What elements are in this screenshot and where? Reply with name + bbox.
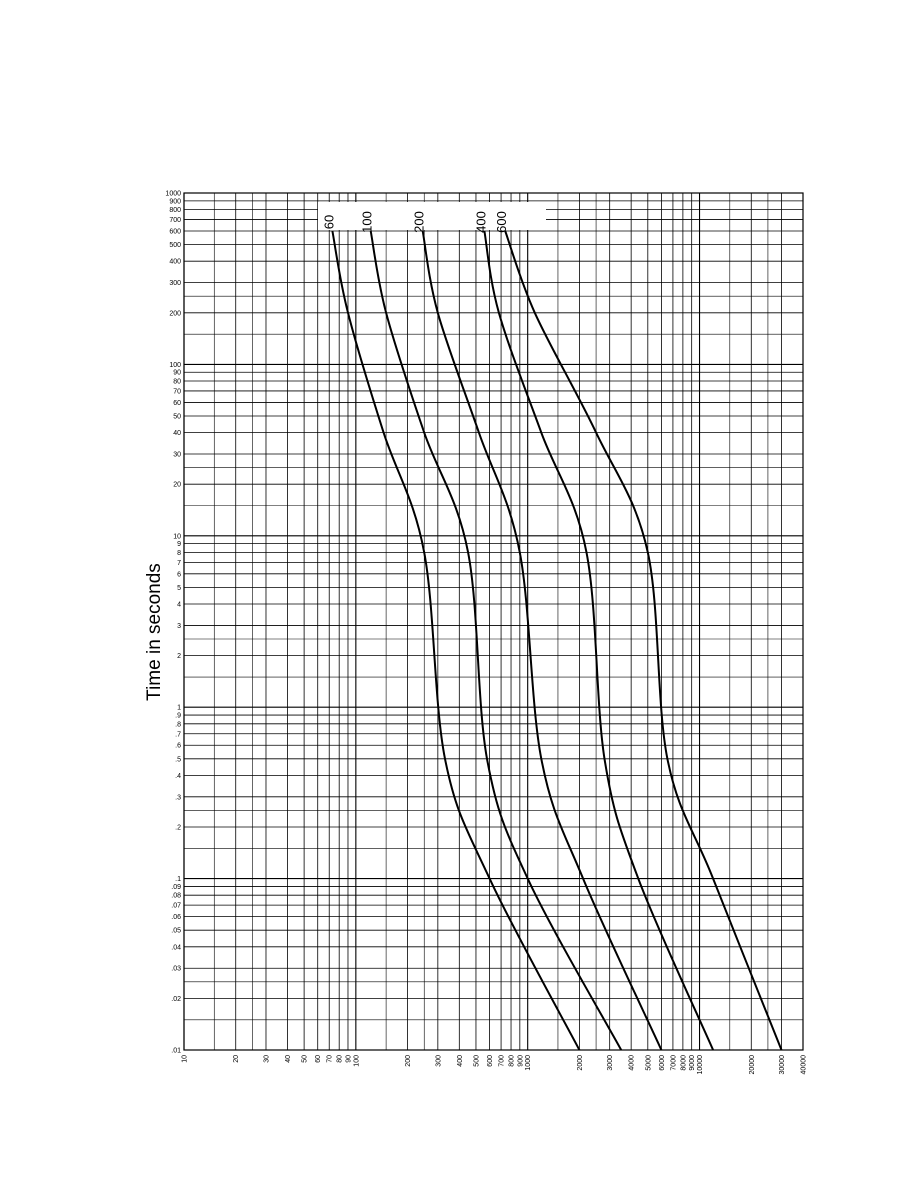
series-line-400 bbox=[484, 231, 713, 1050]
x-tick-label: 80 bbox=[336, 1055, 344, 1063]
y-tick-label: 9 bbox=[177, 541, 181, 549]
y-tick-label: 50 bbox=[173, 413, 181, 421]
x-tick-label: 800 bbox=[508, 1055, 516, 1067]
plot-border bbox=[184, 193, 803, 1050]
x-tick-label: 10000 bbox=[697, 1055, 705, 1075]
x-tick-label: 30000 bbox=[779, 1055, 787, 1075]
y-tick-label: 7 bbox=[177, 559, 181, 567]
y-tick-label: 1 bbox=[177, 704, 181, 712]
y-tick-label: 4 bbox=[177, 601, 181, 609]
y-tick-label: 80 bbox=[173, 378, 181, 386]
y-tick-label: .08 bbox=[171, 892, 181, 900]
y-tick-label: 700 bbox=[169, 217, 181, 225]
y-tick-label: .7 bbox=[175, 731, 181, 739]
y-tick-label: 60 bbox=[173, 399, 181, 407]
x-tick-label: 200 bbox=[405, 1055, 413, 1067]
y-tick-label: .05 bbox=[171, 927, 181, 935]
y-tick-label: .06 bbox=[171, 914, 181, 922]
y-tick-label: .4 bbox=[175, 772, 181, 780]
x-tick-label: 8000 bbox=[680, 1055, 688, 1071]
y-tick-label: 40 bbox=[173, 430, 181, 438]
x-tick-label: 9000 bbox=[689, 1055, 697, 1071]
x-tick-labels bbox=[182, 1055, 808, 1075]
series-line-200 bbox=[423, 231, 662, 1050]
y-tick-label: 300 bbox=[169, 280, 181, 288]
x-tick-label: 6000 bbox=[658, 1055, 666, 1071]
series-label-100: 100 bbox=[359, 211, 375, 233]
y-tick-label: .04 bbox=[171, 944, 181, 952]
x-tick-label: 400 bbox=[456, 1055, 464, 1067]
y-tick-label: 200 bbox=[169, 310, 181, 318]
y-tick-label: 70 bbox=[173, 388, 181, 396]
y-tick-label: 900 bbox=[169, 198, 181, 206]
x-tick-label: 2000 bbox=[576, 1055, 584, 1071]
y-tick-label: .02 bbox=[171, 995, 181, 1003]
x-tick-label: 20000 bbox=[748, 1055, 756, 1075]
y-tick-label: 90 bbox=[173, 369, 181, 377]
y-tick-label: .5 bbox=[175, 756, 181, 764]
series-label-60: 60 bbox=[321, 214, 337, 230]
y-tick-label: 500 bbox=[169, 242, 181, 250]
y-tick-label: 30 bbox=[173, 451, 181, 459]
x-tick-label: 50 bbox=[301, 1055, 309, 1063]
y-tick-label: 600 bbox=[169, 228, 181, 236]
x-tick-label: 7000 bbox=[670, 1055, 678, 1071]
series-label-600: 600 bbox=[494, 211, 510, 233]
series-line-600 bbox=[505, 231, 781, 1050]
x-tick-label: 4000 bbox=[628, 1055, 636, 1071]
x-tick-label: 1000 bbox=[525, 1055, 533, 1071]
x-tick-label: 40 bbox=[284, 1055, 292, 1063]
x-tick-label: 3000 bbox=[607, 1055, 615, 1071]
series-label-200: 200 bbox=[411, 211, 427, 233]
x-tick-label: 30 bbox=[263, 1055, 271, 1063]
y-tick-label: .3 bbox=[175, 794, 181, 802]
series-label-box bbox=[318, 202, 546, 230]
y-tick-label: 6 bbox=[177, 571, 181, 579]
x-tick-label: 300 bbox=[435, 1055, 443, 1067]
x-tick-label: 700 bbox=[498, 1055, 506, 1067]
y-tick-label: .1 bbox=[175, 876, 181, 884]
y-tick-label: 800 bbox=[169, 207, 181, 215]
x-tick-label: 600 bbox=[487, 1055, 495, 1067]
y-tick-label: .2 bbox=[175, 824, 181, 832]
x-tick-label: 900 bbox=[517, 1055, 525, 1067]
y-tick-label: 8 bbox=[177, 549, 181, 557]
x-tick-label: 90 bbox=[345, 1055, 353, 1063]
series-label-background bbox=[318, 202, 546, 230]
y-tick-label: 3 bbox=[177, 622, 181, 630]
x-tick-label: 70 bbox=[326, 1055, 334, 1063]
y-tick-label: .8 bbox=[175, 721, 181, 729]
x-tick-label: 40000 bbox=[800, 1055, 808, 1075]
y-tick-label: 2 bbox=[177, 653, 181, 661]
x-tick-label: 5000 bbox=[645, 1055, 653, 1071]
y-tick-label: .01 bbox=[171, 1047, 181, 1055]
y-tick-labels bbox=[165, 191, 181, 1055]
y-tick-label: 20 bbox=[173, 481, 181, 489]
x-tick-label: 100 bbox=[353, 1055, 361, 1067]
chart-curves bbox=[321, 211, 781, 1050]
x-tick-label: 60 bbox=[315, 1055, 323, 1063]
y-tick-label: 100 bbox=[169, 361, 181, 369]
y-tick-label: .9 bbox=[175, 712, 181, 720]
x-tick-label: 20 bbox=[233, 1055, 241, 1063]
chart-grid bbox=[184, 193, 803, 1050]
y-tick-label: .03 bbox=[171, 965, 181, 973]
y-tick-label: 10 bbox=[173, 533, 181, 541]
x-tick-label: 500 bbox=[473, 1055, 481, 1067]
x-tick-label: 10 bbox=[181, 1055, 189, 1063]
series-line-60 bbox=[332, 231, 579, 1050]
series-label-400: 400 bbox=[473, 211, 489, 233]
y-tick-label: .07 bbox=[171, 902, 181, 910]
y-tick-label: .6 bbox=[175, 742, 181, 750]
y-tick-label: 1000 bbox=[165, 190, 181, 198]
series-line-100 bbox=[371, 231, 622, 1050]
y-tick-label: .09 bbox=[171, 883, 181, 891]
y-tick-label: 5 bbox=[177, 584, 181, 592]
y-axis-label: Time in seconds bbox=[144, 563, 165, 701]
y-tick-label: 400 bbox=[169, 258, 181, 266]
